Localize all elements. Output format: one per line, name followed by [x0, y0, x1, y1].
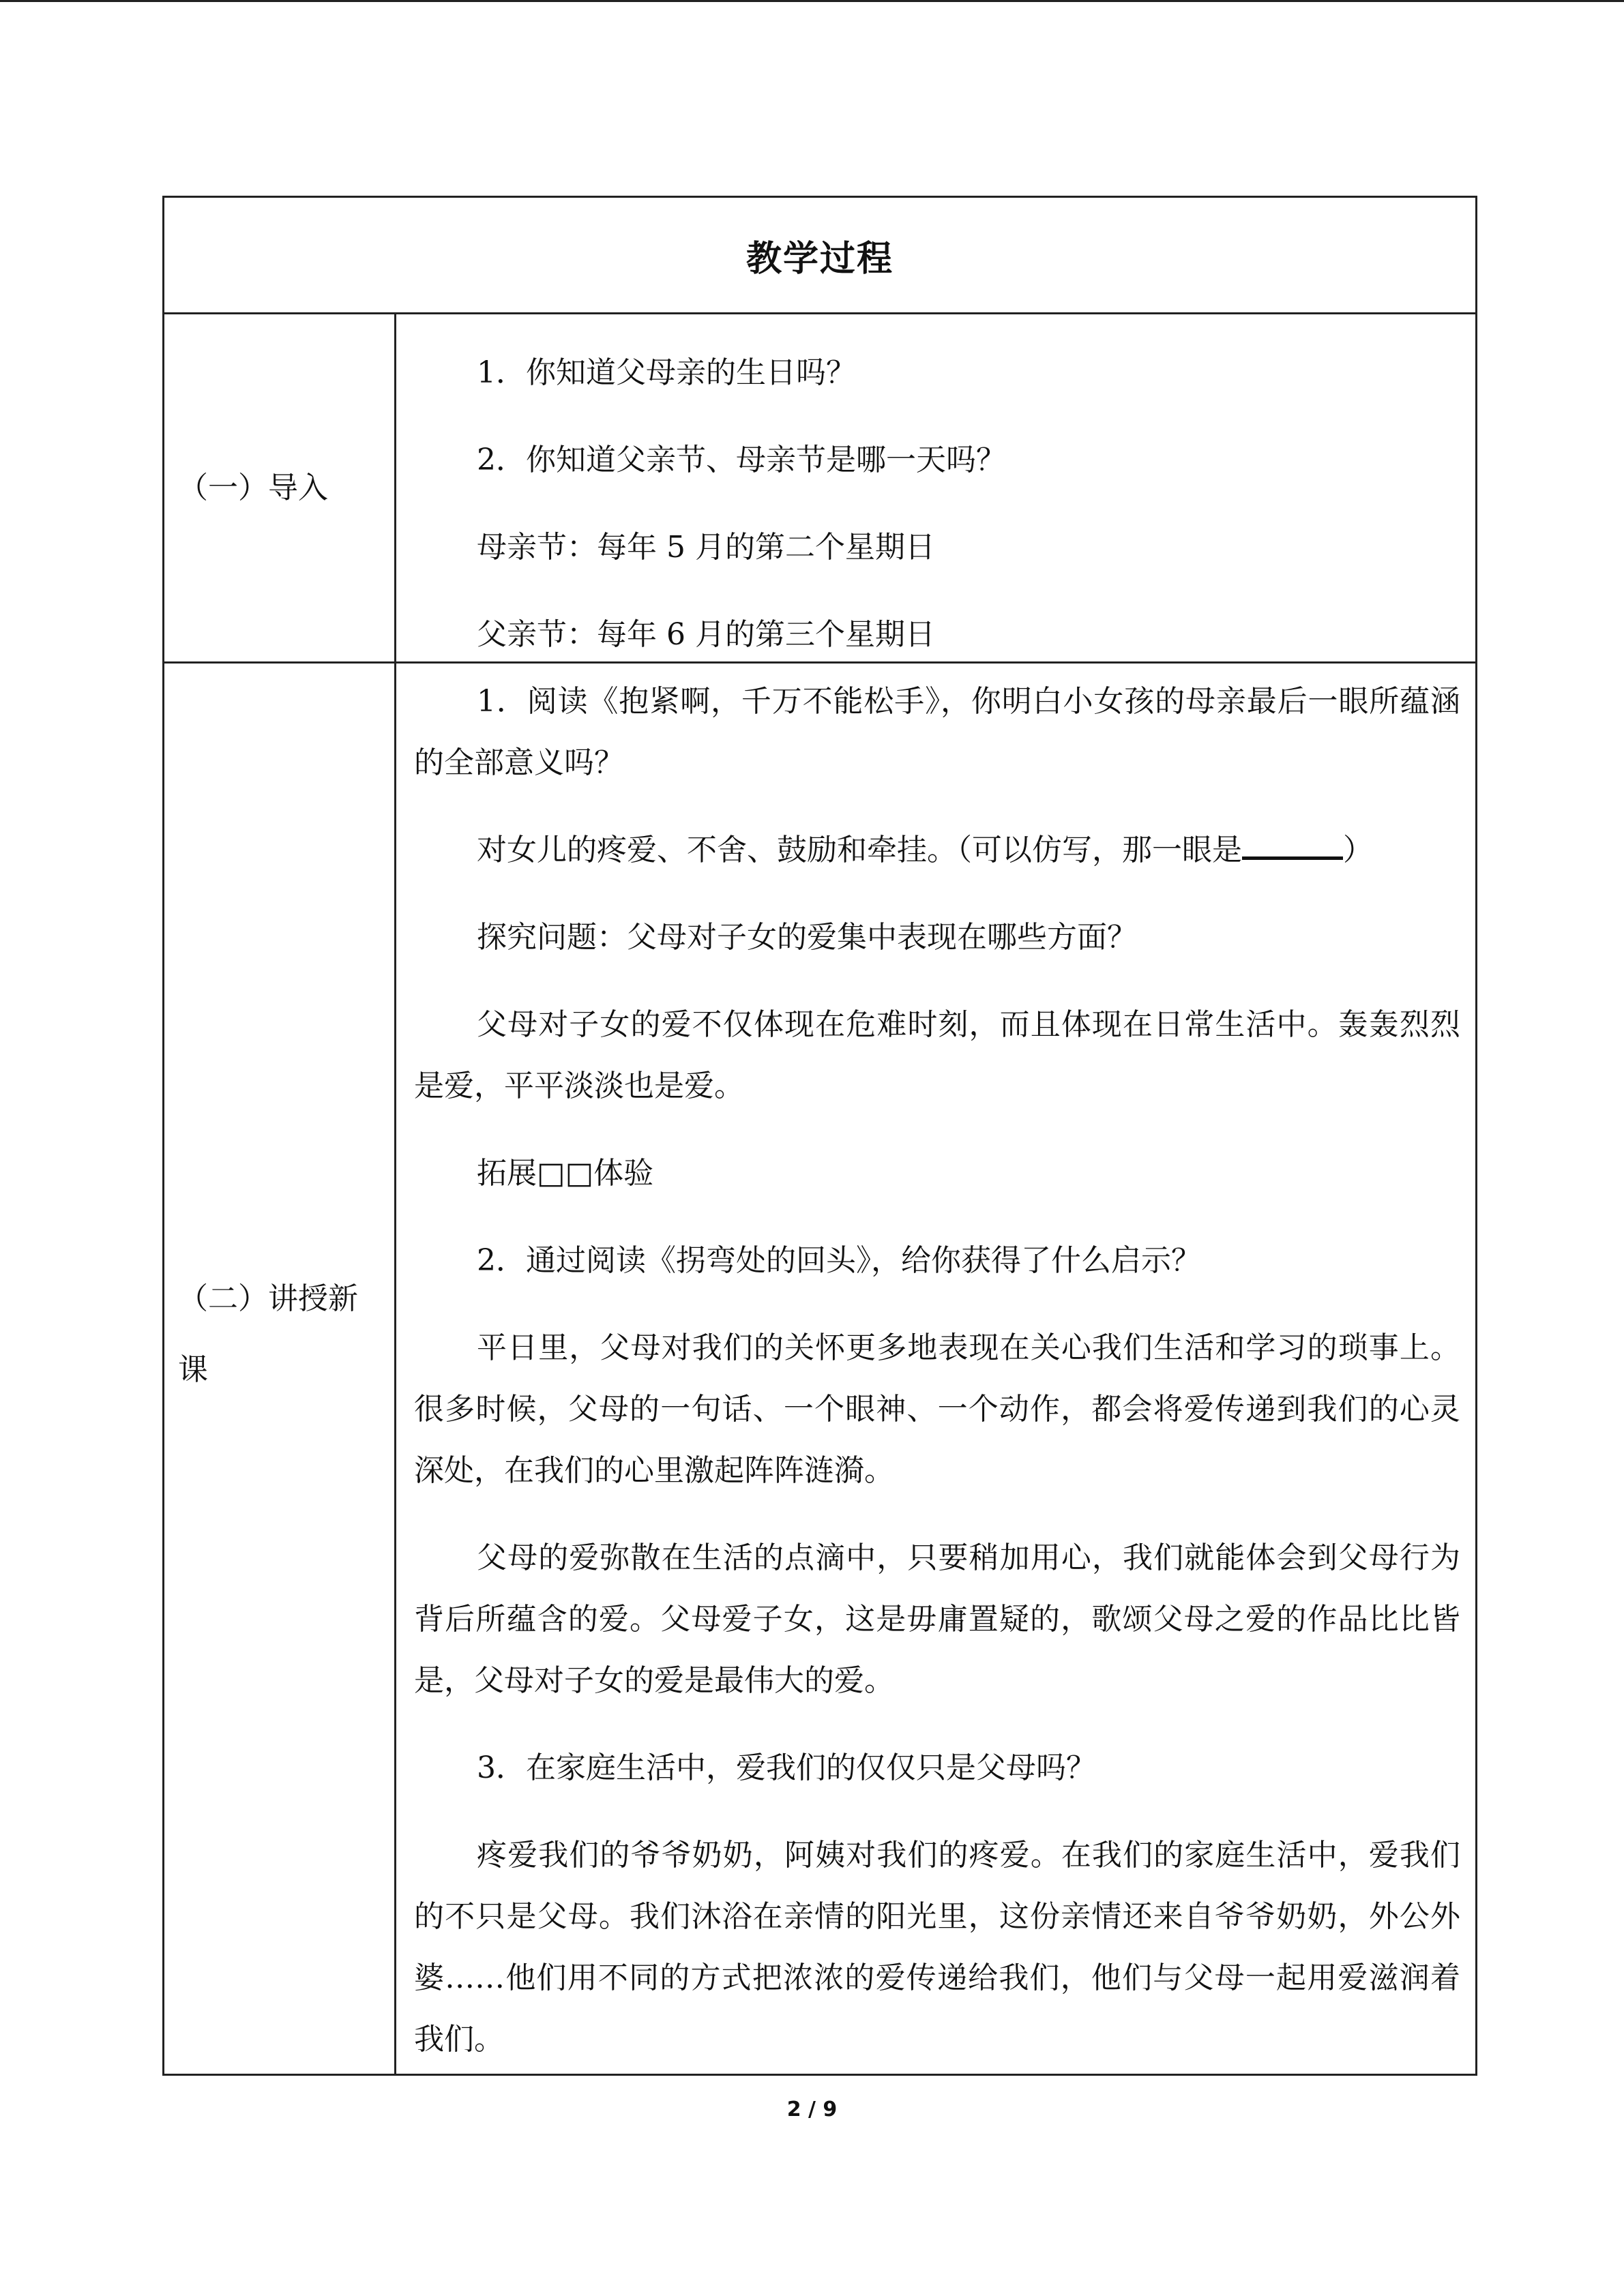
teaching-process-table: [162, 196, 1477, 2076]
section-label-cell: [164, 664, 396, 2074]
section-label-new-lesson: （二）讲授新课: [178, 1281, 358, 1387]
page-number: 2 / 9: [786, 2098, 838, 2121]
section-label-introduction: （一）导入: [178, 470, 328, 505]
paragraph: 平日里，父母对我们的关怀更多地表现在关心我们生活和学习的琐事上。很多时候，父母的一句话、一个眼神、一个动作，都会将爱传递到我们的心灵深处，在我们的心里激起阵阵涟漪。: [414, 1330, 1460, 1488]
page-top-border: [0, 0, 1624, 2]
paragraph: 1．阅读《抱紧啊，千万不能松手》，你明白小女孩的母亲最后一眼所蕴涵的全部意义吗？: [414, 684, 1460, 780]
paragraph-text: 对女儿的疼爱、不舍、鼓励和牵挂。（可以仿写，那一眼是: [477, 833, 1242, 867]
paragraph: 1．你知道父母亲的生日吗？: [477, 355, 856, 390]
section-row-new-lesson: [164, 664, 1475, 2074]
paragraph: 2．你知道父亲节、母亲节是哪一天吗？: [477, 443, 1006, 477]
section-label-cell: [164, 314, 396, 661]
paragraph: 父母对子女的爱不仅体现在危难时刻，而且体现在日常生活中。轰轰烈烈是爱，平平淡淡也是爱。: [414, 1007, 1460, 1103]
table-title: 教学过程: [745, 238, 894, 280]
section-row-introduction: [164, 314, 1475, 664]
paragraph: 3．在家庭生活中，爱我们的仅仅只是父母吗？: [477, 1750, 1096, 1785]
paragraph-with-blank: [414, 820, 1460, 881]
paragraph: 探究问题：父母对子女的爱集中表现在哪些方面？: [477, 920, 1137, 955]
table-title-row: [164, 198, 1475, 314]
paragraph: 疼爱我们的爷爷奶奶，阿姨对我们的疼爱。在我们的家庭生活中，爱我们的不只是父母。我们沐浴在亲情的阳光里，这份亲情还来自爷爷奶奶，外公外婆……他们用不同的方式把浓浓的爱传递给我们，他们与父母一起用爱滋润着我们。: [414, 1838, 1460, 2057]
paragraph-text-closing: ）: [1343, 833, 1373, 867]
section-content-cell: [396, 664, 1475, 2074]
paragraph: 父亲节：每年 6 月的第三个星期日: [477, 617, 935, 652]
paragraph: 父母的爱弥散在生活的点滴中，只要稍加用心，我们就能体会到父母行为背后所蕴含的爱。父母爱子女，这是毋庸置疑的，歌颂父母之爱的作品比比皆是，父母对子女的爱是最伟大的爱。: [414, 1540, 1460, 1698]
section-content-cell: [396, 314, 1475, 661]
fill-in-blank: [1242, 829, 1343, 860]
paragraph: 拓展□□体验: [477, 1156, 654, 1191]
paragraph: 2．通过阅读《拐弯处的回头》，给你获得了什么启示？: [477, 1243, 1201, 1278]
paragraph: 母亲节：每年 5 月的第二个星期日: [477, 530, 935, 565]
